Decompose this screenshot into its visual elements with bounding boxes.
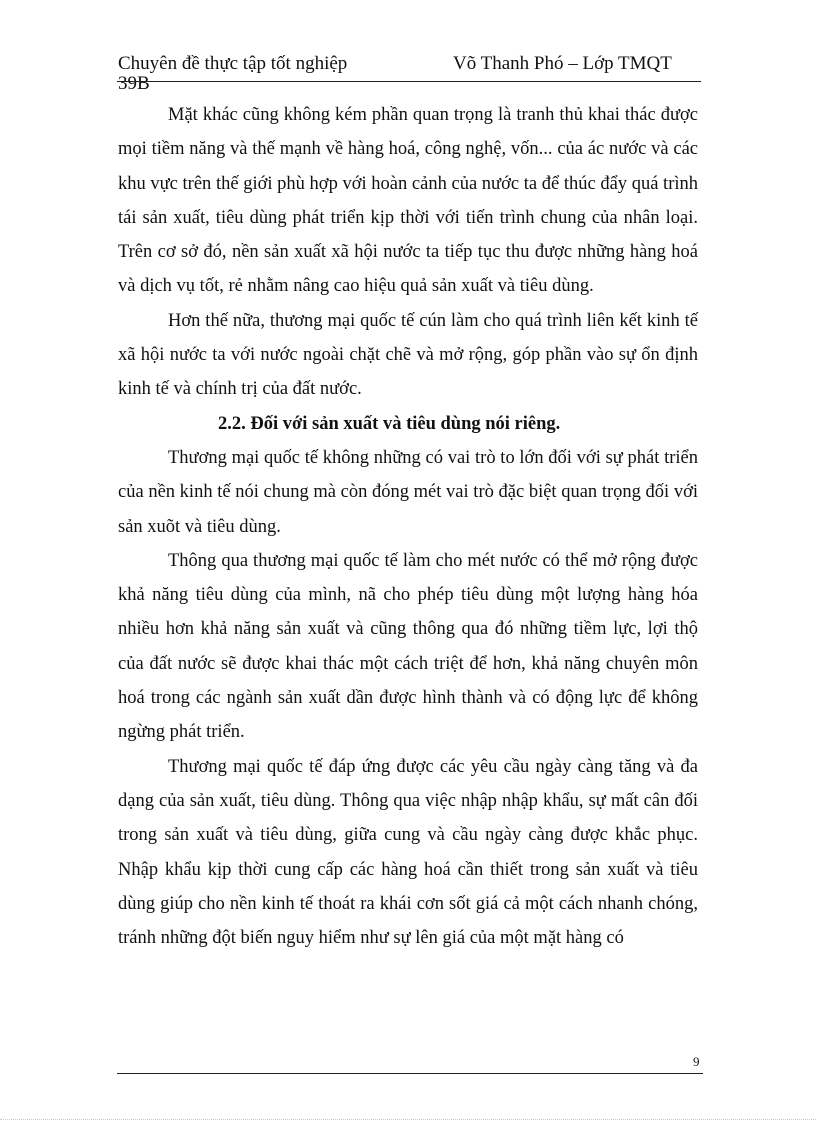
body-text — [118, 98, 698, 955]
header-divider — [117, 81, 701, 82]
page-edge — [0, 1119, 816, 1120]
section-heading: 2.2. Đối với sản xuất và tiêu dùng nói riêng. — [218, 413, 561, 434]
header-course-title-line2: 39B — [118, 73, 150, 94]
header-author: Võ Thanh Phó – Lớp TMQT — [453, 53, 672, 74]
paragraph-2: Hơn thế nữa, thương mại quốc tế cún làm cho quá trình liên kết kinh tế xã hội nước ta với nước ngoài chặt chẽ và mở rộng, góp phần vào sự ổn định kinh tế và chính trị của đất nước. — [118, 310, 698, 400]
paragraph-4: Thông qua thương mại quốc tế làm cho mét nước có thể mở rộng được khả năng tiêu dùng của mình, nã cho phép tiêu dùng một lượng hàng hóa nhiều hơn khả năng sản xuất và cũng thông qua đó những tiềm lực, lợi thộ của đất nước sẽ được khai thác một cách triệt để hơn, khả năng chuyên môn hoá trong các ngành sản xuất dần được hình thành và có động lực để không ngừng phát triển. — [118, 550, 698, 743]
page-number: 9 — [693, 1054, 700, 1069]
paragraph-3: Thương mại quốc tế không những có vai trò to lớn đối với sự phát triển của nền kinh tế nói chung mà còn đóng mét vai trò đặc biệt quan trọng đối với sản xuõt và tiêu dùng. — [118, 447, 698, 537]
header-course-title-line1: Chuyên đề thực tập tốt nghiệp — [118, 53, 348, 74]
footer-divider — [117, 1073, 703, 1074]
paragraph-1: Mặt khác cũng không kém phần quan trọng là tranh thủ khai thác được mọi tiềm năng và thế mạnh về hàng hoá, công nghệ, vốn... của ác nước và các khu vực trên thế giới phù hợp với hoàn cảnh của nước ta để thúc đẩy quá trình tái sản xuất, tiêu dùng phát triển kịp thời với tiến trình chung của nhân loại. Trên cơ sở đó, nền sản xuất xã hội nước ta tiếp tục thu được những hàng hoá và dịch vụ tốt, rẻ nhằm nâng cao hiệu quả sản xuất và tiêu dùng. — [118, 105, 698, 297]
paragraph-5: Thương mại quốc tế đáp ứng được các yêu cầu ngày càng tăng và đa dạng của sản xuất, tiêu dùng. Thông qua việc nhập nhập khẩu, sự mất cân đối trong sản xuất và tiêu dùng, giữa cung và cầu ngày càng được khắc phục. Nhập khẩu kịp thời cung cấp các hàng hoá cần thiết trong sản xuất và tiêu dùng giúp cho nền kinh tế thoát ra khái cơn sốt giá cả một cách nhanh chóng, tránh những đột biến nguy hiểm như sự lên giá của một mặt hàng có — [118, 756, 698, 949]
